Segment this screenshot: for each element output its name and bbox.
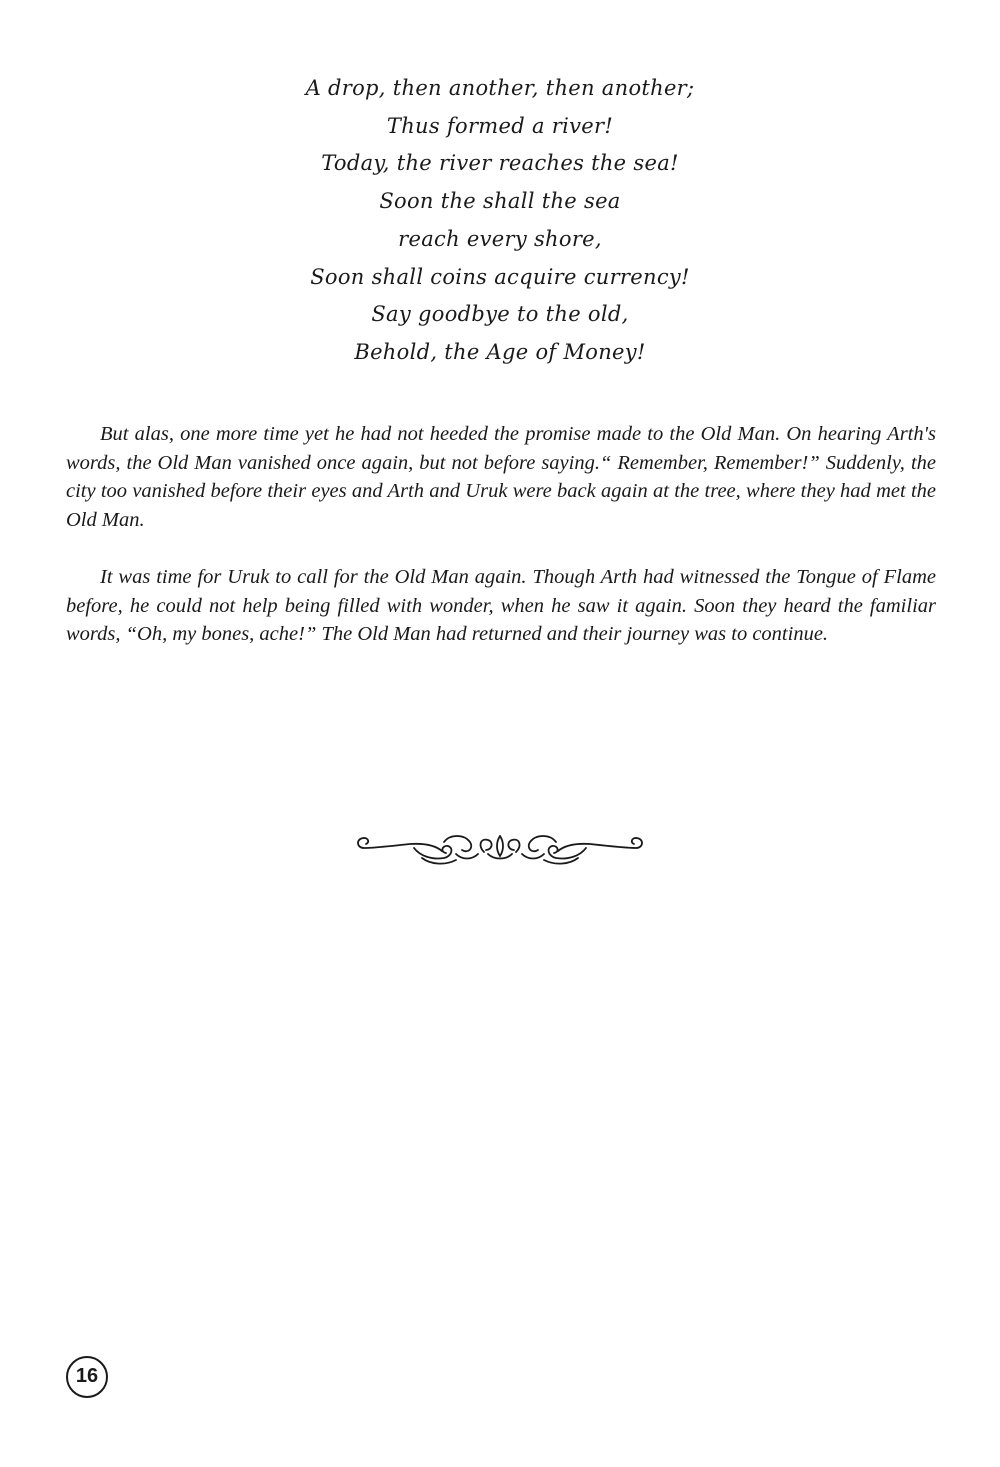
poem bbox=[0, 70, 1000, 372]
page-number: 16 bbox=[66, 1356, 108, 1398]
poem-line: Thus formed a river! bbox=[386, 113, 614, 138]
poem-line: Say goodbye to the old, bbox=[371, 302, 629, 327]
poem-line: Behold, the Age of Money! bbox=[354, 339, 646, 364]
poem-line: reach every shore, bbox=[398, 226, 602, 251]
story-paragraph: It was time for Uruk to call for the Old Man again. Though Arth had witnessed the Tongue of Flame before, he could not help being filled with wonder, when he saw it again. Soon they heard the familiar words, “Oh, my bones, ache!” The Old Man had returned and their journey was to continue. bbox=[66, 566, 936, 646]
flourish-divider-icon bbox=[352, 818, 648, 870]
poem-line: A drop, then another, then another; bbox=[305, 76, 695, 100]
poem-line: Soon shall coins acquire currency! bbox=[310, 264, 690, 289]
poem-line: Soon the shall the sea bbox=[379, 189, 621, 214]
poem-line: Today, the river reaches the sea! bbox=[321, 151, 679, 176]
story-paragraph: But alas, one more time yet he had not heeded the promise made to the Old Man. On hearing Arth's words, the Old Man vanished once again, but not before saying.“ Remember, Remember!” Suddenly, the city too vanished before their eyes and Arth and Uruk were back again at the tree, where they had met the Old Man. bbox=[66, 423, 936, 532]
